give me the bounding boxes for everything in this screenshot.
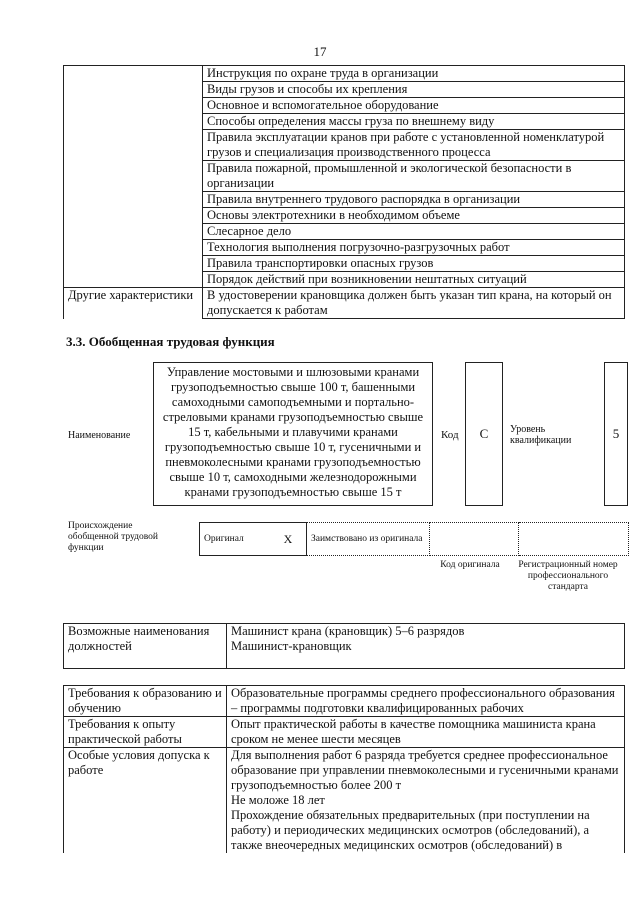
table-row xyxy=(64,686,625,717)
name-label: Наименование xyxy=(68,430,131,441)
knowledge-table xyxy=(63,65,625,319)
table-row xyxy=(64,624,625,669)
knowledge-item: Технология выполнения погрузочно-разгрузочных работ xyxy=(203,240,625,256)
special-conditions-label: Особые условия допуска к работе xyxy=(64,748,227,854)
function-name-box: Управление мостовыми и шлюзовыми кранами грузоподъемностью свыше 100 т, башенными самоходными самоподъемными и портально-стреловыми кранами грузоподъемностью свыше 15 т, кабельными и плавучими кранами грузоподъемностью свыше 10 т, гусеничными и пневмоколесными кранами грузоподъемностью свыше 10 т, самоходными железнодорожными кранами грузоподъемностью свыше 15 т xyxy=(153,362,433,506)
position-item: Машинист крана (крановщик) 5–6 разрядов xyxy=(231,624,465,638)
position-item: Машинист-крановщик xyxy=(231,639,352,653)
positions-values xyxy=(227,624,625,669)
knowledge-item: Основы электротехники в необходимом объеме xyxy=(203,208,625,224)
knowledge-item: Правила внутреннего трудового распорядка в организации xyxy=(203,192,625,208)
knowledge-item: Правила пожарной, промышленной и экологической безопасности в организации xyxy=(203,161,625,192)
other-characteristics-label: Другие характеристики xyxy=(64,288,203,319)
education-label: Требования к образованию и обучению xyxy=(64,686,227,717)
knowledge-item: Инструкция по охране труда в организации xyxy=(203,66,625,82)
registration-caption: Регистрационный номер профессионального стандарта xyxy=(518,560,618,592)
table-row xyxy=(64,66,625,82)
knowledge-label-cell xyxy=(64,66,203,288)
knowledge-item: Способы определения массы груза по внешнему виду xyxy=(203,114,625,130)
code-label: Код xyxy=(441,429,459,441)
special-condition-item: Прохождение обязательных предварительных (при поступлении на работу) и периодических медицинских осмотров (обследований), а также внеочередных медицинских осмотров (обследований) в xyxy=(231,808,590,852)
origin-label: Происхождение обобщенной трудовой функции xyxy=(68,521,158,553)
table-row xyxy=(64,288,625,319)
original-mark: X xyxy=(270,523,307,556)
experience-value: Опыт практической работы в качестве помощника машиниста крана сроком не менее шести месяцев xyxy=(227,717,625,748)
table-row xyxy=(64,748,625,854)
level-label: Уровень квалификации xyxy=(510,424,572,446)
special-conditions-values xyxy=(227,748,625,854)
code-caption: Код оригинала xyxy=(440,560,500,570)
table-row xyxy=(64,717,625,748)
knowledge-item: Виды грузов и способы их крепления xyxy=(203,82,625,98)
special-condition-item: Не моложе 18 лет xyxy=(231,793,325,807)
experience-label: Требования к опыту практической работы xyxy=(64,717,227,748)
section-title: 3.3. Обобщенная трудовая функция xyxy=(66,334,275,349)
original-code-cell xyxy=(430,523,519,556)
knowledge-item: Порядок действий при возникновении нештатных ситуаций xyxy=(203,272,625,288)
level-value-box: 5 xyxy=(604,362,628,506)
requirements-table xyxy=(63,685,625,853)
knowledge-item: Правила эксплуатации кранов при работе с установленной номенклатурой грузов и специализация производственного процесса xyxy=(203,130,625,161)
other-characteristics-value: В удостоверении крановщика должен быть указан тип крана, на который он допускается к работам xyxy=(203,288,625,319)
special-condition-item: Для выполнения работ 6 разряда требуется среднее профессиональное образование при управлении пневмоколесными и гусеничными кранами грузоподъемностью более 200 т xyxy=(231,748,619,792)
knowledge-item: Правила транспортировки опасных грузов xyxy=(203,256,625,272)
code-value-box: C xyxy=(465,362,503,506)
borrowed-label: Заимствовано из оригинала xyxy=(307,523,430,556)
positions-table xyxy=(63,623,625,669)
education-value: Образовательные программы среднего профессионального образования – программы подготовки квалифицированных рабочих xyxy=(227,686,625,717)
original-label: Оригинал xyxy=(200,523,271,556)
registration-number-cell xyxy=(519,523,629,556)
knowledge-item: Основное и вспомогательное оборудование xyxy=(203,98,625,114)
page-number: 17 xyxy=(313,44,327,59)
knowledge-item: Слесарное дело xyxy=(203,224,625,240)
origin-table xyxy=(199,522,629,556)
positions-label: Возможные наименования должностей xyxy=(64,624,227,669)
table-row xyxy=(200,523,629,556)
